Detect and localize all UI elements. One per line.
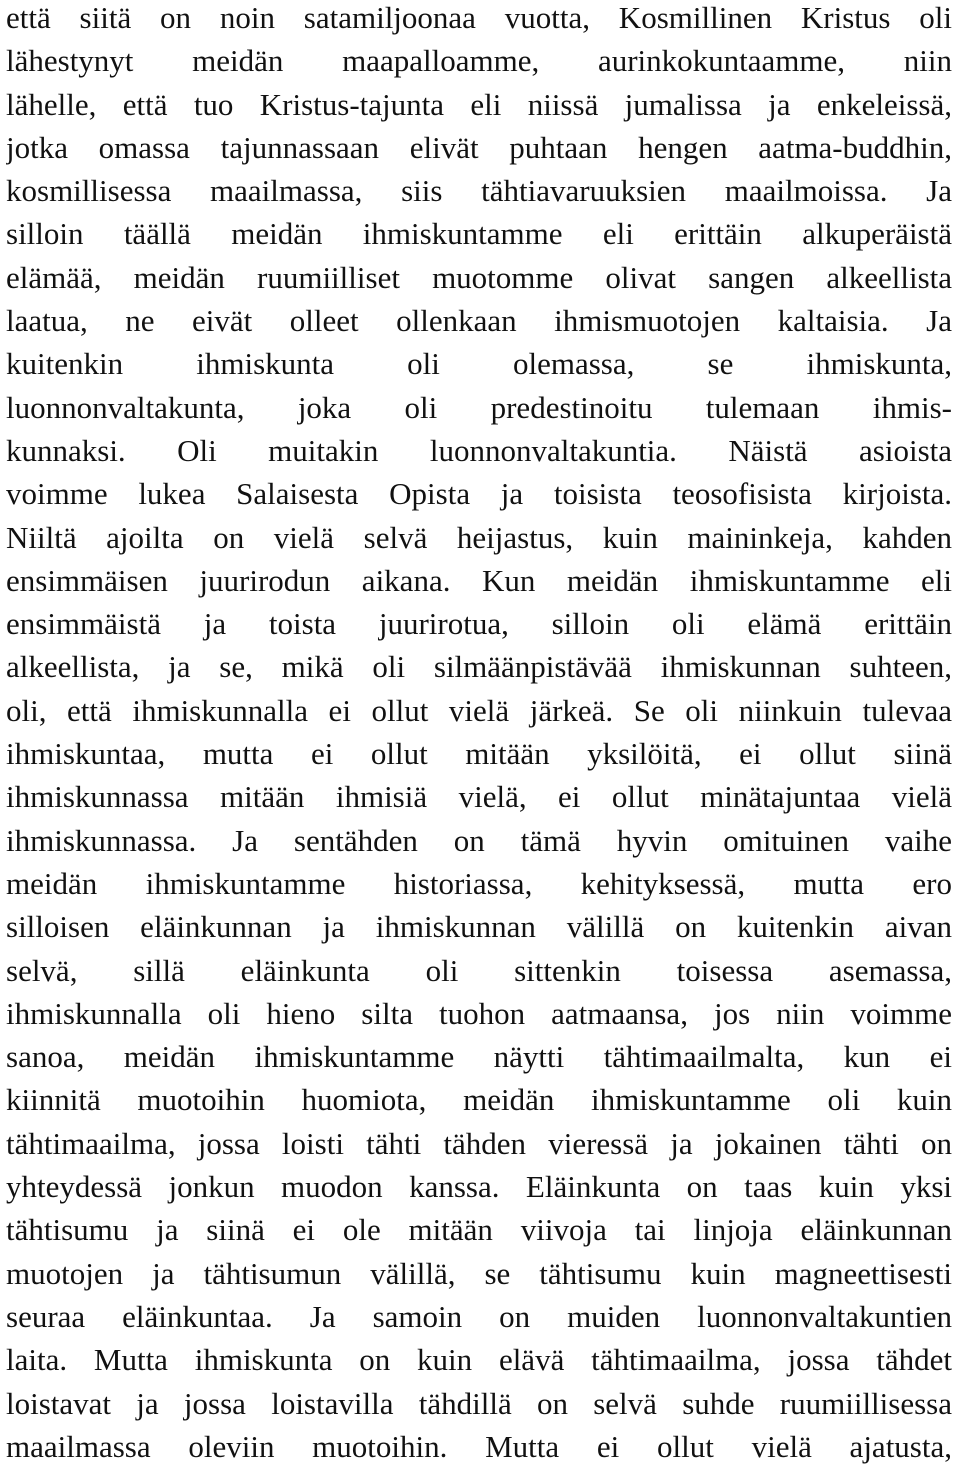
text-line: jotka omassa tajunnassaan elivät puhtaan hengen aatma-buddhin, [6,129,952,165]
text-line: maailmassa oleviin muotoihin. Mutta ei ollut vielä ajatusta, [6,1428,952,1464]
text-line: oli, että ihmiskunnalla ei ollut vielä järkeä. Se oli niinkuin tulevaa [6,692,952,728]
text-line: silloisen eläinkunnan ja ihmiskunnan välillä on kuitenkin aivan [6,909,952,945]
text-line: ensimmäisen juurirodun aikana. Kun meidän ihmiskuntamme eli [6,562,952,598]
text-line: että siitä on noin satamiljoonaa vuotta, Kosmillinen Kristus oli [6,0,952,35]
text-line: kosmillisessa maailmassa, siis tähtiavaruuksien maailmoissa. Ja [6,173,952,209]
text-line: tähtimaailma, jossa loisti tähti tähden vieressä ja jokainen tähti on [6,1125,952,1161]
body-text [6,0,952,1467]
text-line: silloin täällä meidän ihmiskuntamme eli erittäin alkuperäistä [6,216,952,252]
text-line: kiinnitä muotoihin huomiota, meidän ihmiskuntamme oli kuin [6,1082,952,1118]
text-line: sanoa, meidän ihmiskuntamme näytti tähtimaailmalta, kun ei [6,1039,952,1075]
text-line: kuitenkin ihmiskunta oli olemassa, se ihmiskunta, [6,346,952,382]
text-line: selvä, sillä eläinkunta oli sittenkin toisessa asemassa, [6,952,952,988]
text-line: laatua, ne eivät olleet ollenkaan ihmismuotojen kaltaisia. Ja [6,303,952,339]
text-line: ihmiskuntaa, mutta ei ollut mitään yksilöitä, ei ollut siinä [6,736,952,772]
text-line: ihmiskunnassa mitään ihmisiä vielä, ei ollut minätajuntaa vielä [6,779,952,815]
text-line: loistavat ja jossa loistavilla tähdillä on selvä suhde ruumiillisessa [6,1385,952,1421]
text-line: meidän ihmiskuntamme historiassa, kehityksessä, mutta ero [6,865,952,901]
text-line: laita. Mutta ihmiskunta on kuin elävä tähtimaailma, jossa tähdet [6,1342,952,1378]
text-line: luonnonvaltakunta, joka oli predestinoitu tulemaan ihmis- [6,389,952,425]
text-line: alkeellista, ja se, mikä oli silmäänpistävää ihmiskunnan suhteen, [6,649,952,685]
text-line: yhteydessä jonkun muodon kanssa. Eläinkunta on taas kuin yksi [6,1169,952,1205]
text-line: tähtisumu ja siinä ei ole mitään viivoja tai linjoja eläinkunnan [6,1212,952,1248]
text-line: ihmiskunnassa. Ja sentähden on tämä hyvin omituinen vaihe [6,822,952,858]
text-line: elämää, meidän ruumiilliset muotomme olivat sangen alkeellista [6,259,952,295]
text-line: ihmiskunnalla oli hieno silta tuohon aatmaansa, jos niin voimme [6,995,952,1031]
text-line: lähestynyt meidän maapalloamme, aurinkokuntaamme, niin [6,43,952,79]
text-line: ensimmäistä ja toista juurirotua, silloin oli elämä erittäin [6,606,952,642]
text-line: kunnaksi. Oli muitakin luonnonvaltakuntia. Näistä asioista [6,432,952,468]
text-line: seuraa eläinkuntaa. Ja samoin on muiden luonnonvaltakuntien [6,1298,952,1334]
text-line: voimme lukea Salaisesta Opista ja toisista teosofisista kirjoista. [6,476,952,512]
text-line: Niiltä ajoilta on vielä selvä heijastus, kuin maininkeja, kahden [6,519,952,555]
text-line: lähelle, että tuo Kristus-tajunta eli niissä jumalissa ja enkeleissä, [6,86,952,122]
text-line: muotojen ja tähtisumun välillä, se tähtisumu kuin magneettisesti [6,1255,952,1291]
